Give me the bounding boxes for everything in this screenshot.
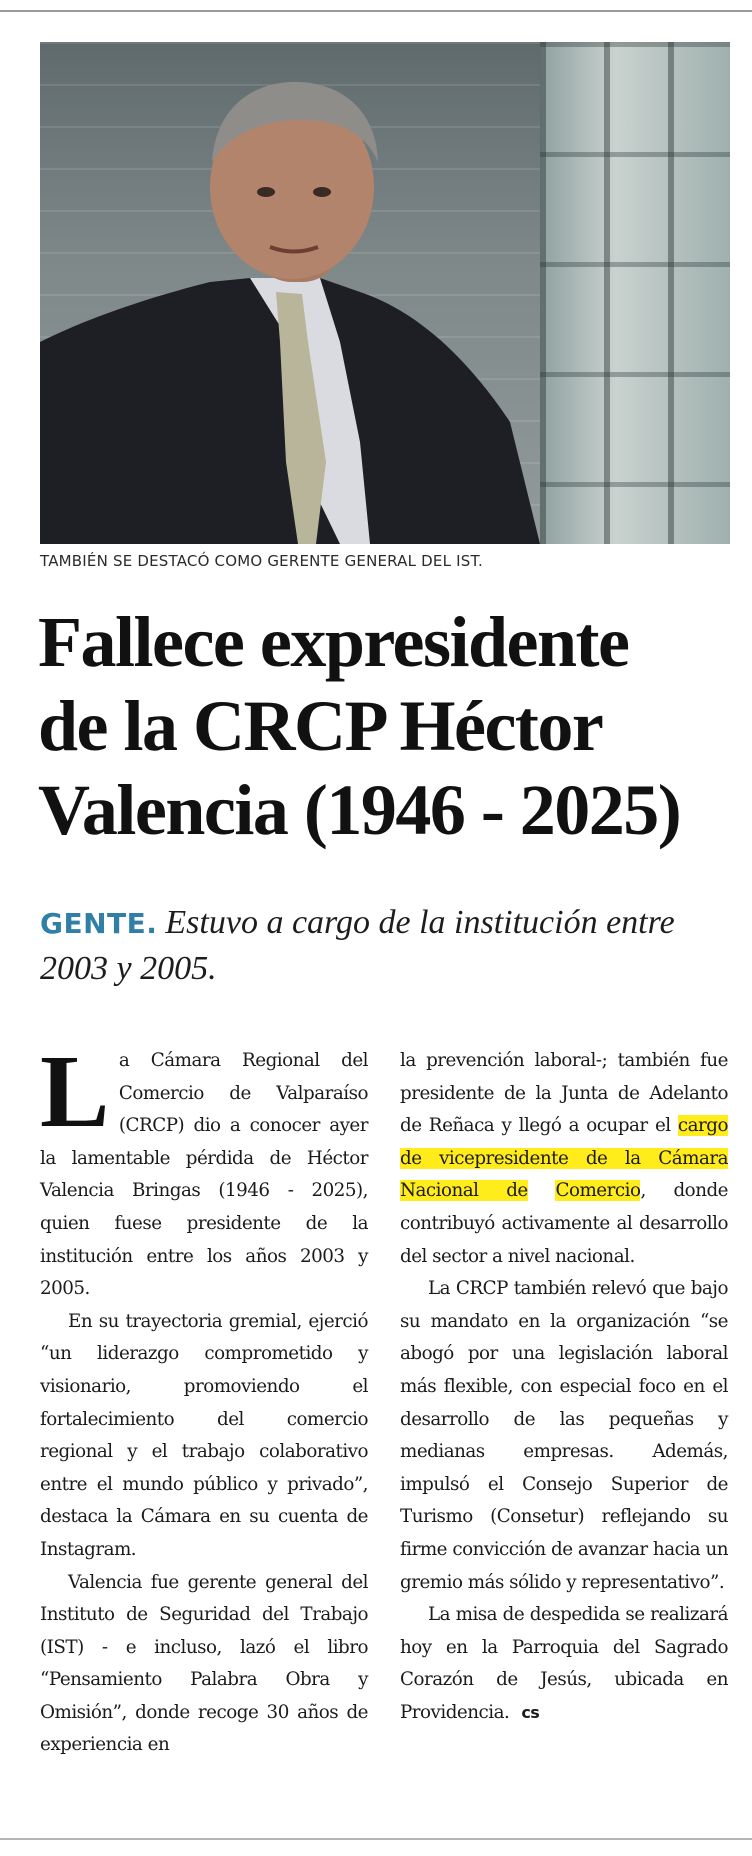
body-paragraph [400,1599,728,1729]
article-photo [40,42,730,544]
body-column-left [40,1034,368,1762]
body-paragraph [40,1034,368,1306]
portrait-figure [40,42,730,544]
paragraph-text: la prevención laboral-; también fue presidente de la Junta de Adelanto de Reñaca y llegó a ocupar el [400,1050,728,1137]
headline-line: Fallece expresidente [38,602,629,682]
highlighted-text: cargo de vicepresidente de la Cámara Nacional de [400,1115,728,1202]
body-paragraph: Valencia fue gerente general del Instituto de Seguridad del Trabajo (IST) - e incluso, lazó el libro “Pensamiento Palabra Obra y Omisión”, donde recoge 30 años de experiencia en [40,1571,368,1756]
body-column-right [400,1045,728,1729]
paragraph-text: , donde contribuyó activamente al desarrollo del sector a nivel nacional. [400,1180,728,1267]
paragraph-text: a Cámara Regional del Comercio de Valparaíso (CRCP) dio a conocer ayer la lamentable pérdida de Héctor Valencia Bringas (1946 - 2025), quien fuese presidente de la institución entre los años 2003 y 2005. [40,1050,368,1300]
headline [38,600,738,852]
body-paragraph: En su trayectoria gremial, ejerció “un liderazgo comprometido y visionario, promoviendo el fortalecimiento del comercio regional y el trabajo colaborativo entre el mundo público y privado”, destaca la Cámara en su cuenta de Instagram. [40,1310,368,1560]
headline-line: Valencia (1946 - 2025) [38,770,681,850]
end-of-article-icon: cs [521,1702,540,1722]
headline-line: de la CRCP Héctor [38,686,603,766]
body-paragraph [400,1045,728,1273]
body-paragraph: La CRCP también relevó que bajo su mandato en la organización “se abogó por una legislación laboral más flexible, con especial foco en el desarrollo de las pequeñas y medianas empresas. Además, impulsó el Consejo Superior de Turismo (Consetur) reflejando su firme convicción de avanzar hacia un gremio más sólido y representativo”. [400,1278,728,1593]
paragraph-text: La misa de despedida se realizará hoy en la Parroquia del Sagrado Corazón de Jesús, ubicada en Providencia. [400,1604,728,1723]
subheadline [40,900,740,991]
deck-text: Estuvo a cargo de la institución entre 2003 y 2005. [40,904,675,987]
photo-caption: TAMBIÉN SE DESTACÓ COMO GERENTE GENERAL DEL IST. [40,552,484,570]
highlighted-text: Comercio [555,1180,641,1202]
dropcap: L [40,1034,109,1149]
section-kicker: GENTE. [40,907,158,940]
top-rule [0,10,752,12]
bottom-rule [0,1838,752,1840]
